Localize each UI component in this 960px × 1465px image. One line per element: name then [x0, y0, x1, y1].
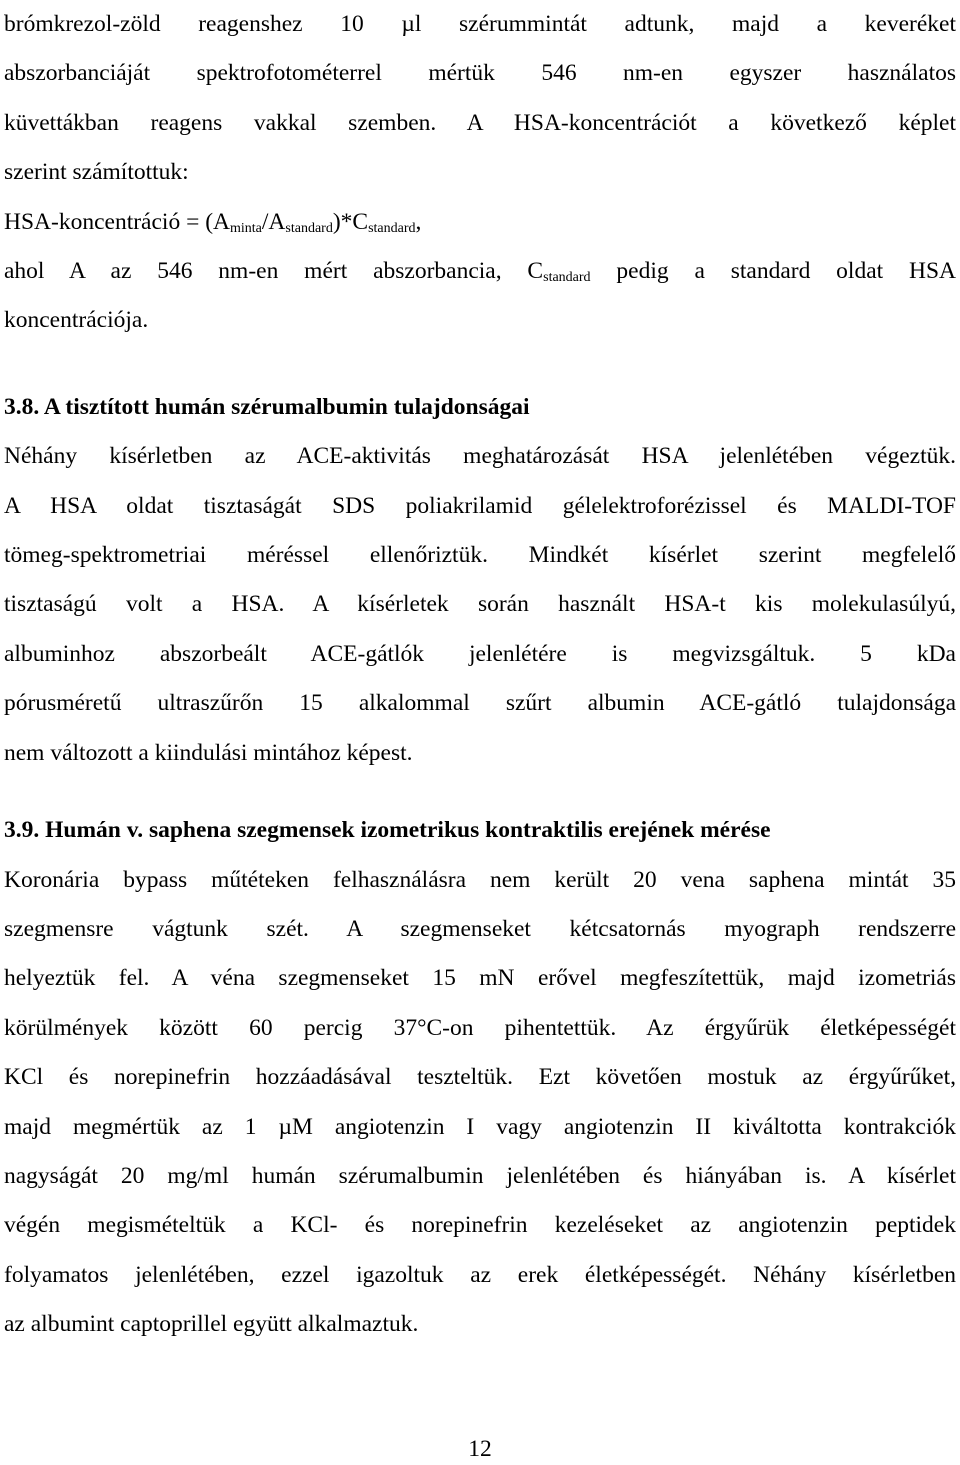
spacer: [4, 346, 956, 383]
text-line: folyamatos jelenlétében, ezzel igazoltuk az erek életképességét. Néhány kísérletben: [4, 1261, 956, 1288]
formula-prefix: HSA-koncentráció = (A: [4, 208, 230, 235]
text-line: brómkrezol-zöld reagenshez 10 µl szérummintát adtunk, majd a keveréket: [4, 11, 956, 37]
text-line: albuminhoz abszorbeált ACE-gátlók jelenlétére is megvizsgáltuk. 5 kDa: [4, 640, 956, 667]
formula-sub-standard: standard: [285, 220, 333, 236]
text-line: KCl és norepinefrin hozzáadásával teszteltük. Ezt követően mostuk az érgyűrűket,: [4, 1064, 956, 1091]
section-heading-3-9: 3.9. Humán v. saphena szegmensek izometrikus kontraktilis erejének mérése: [4, 817, 771, 844]
formula-mid1: /A: [261, 208, 286, 235]
text-line: végén megismételtük a KCl- és norepinefrin kezeléseket az angiotenzin peptidek: [4, 1212, 956, 1239]
note-after: pedig a standard oldat HSA: [590, 258, 956, 285]
text-line: tisztaságú volt a HSA. A kísérletek során használt HSA-t kis molekulasúlyú,: [4, 591, 956, 618]
text-line: pórusméretű ultraszűrőn 15 alkalommal szűrt albumin ACE-gátló tulajdonsága: [4, 690, 956, 717]
text-line: majd megmértük az 1 µM angiotenzin I vagy angiotenzin II kiváltotta kontrakciók: [4, 1113, 956, 1140]
text-line: abszorbanciáját spektrofotométerrel mértük 546 nm-en egyszer használatos: [4, 60, 956, 87]
formula-mid2: )*C: [332, 208, 369, 235]
text-line: [4, 247, 956, 296]
document-page: [4, 0, 956, 1350]
section-3-9-paragraph: [4, 856, 956, 1350]
formula-note: [4, 247, 956, 346]
text-line: Koronária bypass műtéteken felhasználásra nem került 20 vena saphena mintát 35: [4, 866, 956, 893]
text-line: szegmensre vágtunk szét. A szegmenseket kétcsatornás myograph rendszerre: [4, 915, 956, 942]
section-3-8-paragraph: [4, 432, 956, 778]
text-line: nagyságát 20 mg/ml humán szérumalbumin jelenlétében és hiányában is. A kísérlet: [4, 1162, 956, 1189]
text-line: koncentrációja.: [4, 307, 149, 334]
intro-paragraph: [4, 0, 956, 198]
note-before: ahol A az 546 nm-en mért abszorbancia, C: [4, 258, 544, 285]
hsa-formula: [4, 198, 956, 247]
formula-suffix: ,: [415, 208, 422, 235]
text-line: körülmények között 60 percig 37°C-on pihentettük. Az érgyűrük életképességét: [4, 1014, 956, 1041]
spacer: [4, 778, 956, 806]
page-number: 12: [468, 1436, 492, 1462]
text-line: nem változott a kiindulási mintához képest.: [4, 739, 413, 766]
text-line: szerint számítottuk:: [4, 159, 189, 186]
note-sub: standard: [543, 270, 591, 286]
formula-sub-standard-c: standard: [368, 220, 416, 236]
text-line: Néhány kísérletben az ACE-aktivitás meghatározását HSA jelenlétében végeztük.: [4, 443, 956, 470]
text-line: tömeg-spektrometriai méréssel ellenőriztük. Mindkét kísérlet szerint megfelelő: [4, 542, 956, 569]
text-line: A HSA oldat tisztaságát SDS poliakrilamid gélelektroforézissel és MALDI-TOF: [4, 492, 956, 519]
text-line: az albumint captoprillel együtt alkalmaztuk.: [4, 1311, 419, 1338]
section-heading-3-8: 3.8. A tisztított humán szérumalbumin tulajdonságai: [4, 393, 530, 420]
text-line: küvettákban reagens vakkal szemben. A HSA-koncentrációt a következő képlet: [4, 109, 956, 136]
formula-sub-minta: minta: [230, 220, 262, 236]
text-line: helyeztük fel. A véna szegmenseket 15 mN erővel megfeszítettük, majd izometriás: [4, 965, 956, 992]
